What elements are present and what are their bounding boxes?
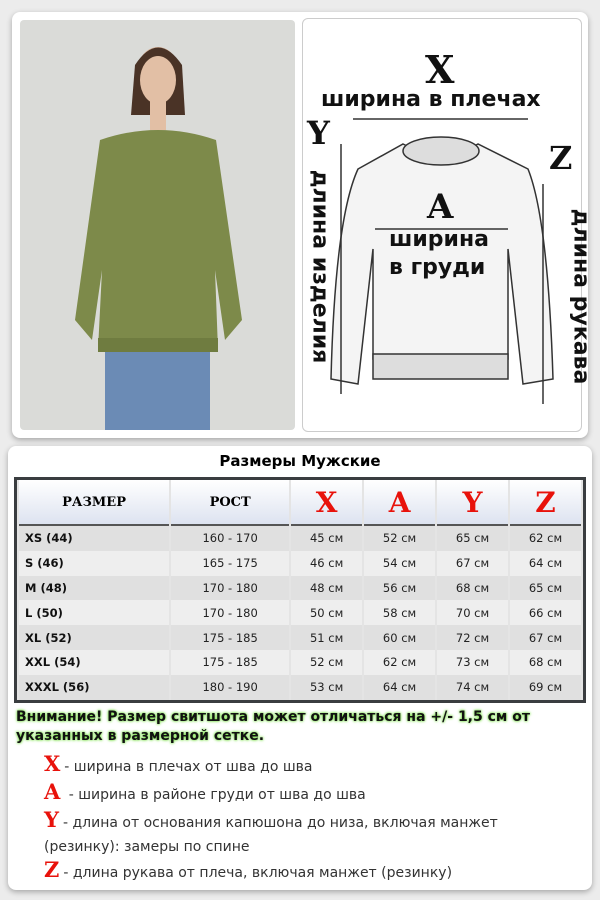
label-sleeve-length: длина рукава [568,208,594,385]
size-chart-card [8,446,592,890]
cell-y: 67 см [437,551,508,576]
size-chart-title: Размеры Мужские [219,452,381,470]
cell-x: 50 см [291,600,362,625]
cell-x: 52 см [291,650,362,675]
cell-a: 64 см [364,675,435,700]
cell-y: 68 см [437,576,508,601]
cell-y: 70 см [437,600,508,625]
legend-key: Z [44,857,60,882]
header-height: РОСТ [171,480,289,526]
header-size: РАЗМЕР [19,480,169,526]
cell-z: 69 см [510,675,581,700]
cell-height: 180 - 190 [171,675,289,700]
label-a: A [427,187,454,227]
cell-height: 175 - 185 [171,625,289,650]
label-chest-width-2: в груди [389,255,486,280]
cell-a: 56 см [364,576,435,601]
model-photo [20,20,295,430]
table-row [19,576,581,601]
header-x: X [291,480,362,526]
cell-z: 67 см [510,625,581,650]
cell-z: 62 см [510,526,581,551]
cell-z: 68 см [510,650,581,675]
table-row [19,625,581,650]
cell-x: 46 см [291,551,362,576]
label-item-length: длина изделия [307,169,333,364]
cell-a: 54 см [364,551,435,576]
table-row [19,526,581,551]
cell-x: 53 см [291,675,362,700]
cell-a: 60 см [364,625,435,650]
cell-height: 170 - 180 [171,600,289,625]
cell-height: 175 - 185 [171,650,289,675]
legend-x [44,752,564,779]
cell-x: 45 см [291,526,362,551]
table-row [19,675,581,700]
legend-text: - ширина в плечах от шва до шва [64,759,313,775]
legend-text: - длина рукава от плеча, включая манжет (резинку) [63,865,453,881]
cell-x: 51 см [291,625,362,650]
legend-key: X [44,751,61,776]
cell-size: XXL (54) [19,650,169,675]
label-z: Z [549,139,573,177]
label-shoulder-width: ширина в плечах [321,87,541,112]
warning-text: Внимание! Размер свитшота может отличаться на +/- 1,5 см от указанных в размерной сетке. [16,709,530,744]
label-x: X [425,47,455,92]
model-photo-illustration [20,20,295,430]
cell-x: 48 см [291,576,362,601]
table-row [19,551,581,576]
cell-height: 160 - 170 [171,526,289,551]
legend-key: Y [44,807,59,832]
cell-a: 52 см [364,526,435,551]
product-images-card [12,12,594,438]
cell-size: S (46) [19,551,169,576]
measurement-diagram [302,18,594,432]
cell-a: 58 см [364,600,435,625]
cell-y: 65 см [437,526,508,551]
label-chest-width-1: ширина [389,227,489,252]
cell-z: 64 см [510,551,581,576]
header-a: A [364,480,435,526]
legend-z [44,858,564,885]
legend-text: - ширина в районе груди от шва до шва [64,787,366,803]
legend-key: A [44,779,61,804]
cell-size: M (48) [19,576,169,601]
cell-size: XS (44) [19,526,169,551]
header-y: Y [437,480,508,526]
cell-height: 170 - 180 [171,576,289,601]
table-row [19,650,581,675]
cell-y: 74 см [437,675,508,700]
legend-text: - длина от основания капюшона до низа, включая манжет (резинку): замеры по спине [44,815,498,855]
table-row [19,600,581,625]
legend-y [44,808,564,859]
cell-y: 72 см [437,625,508,650]
cell-z: 66 см [510,600,581,625]
cell-size: L (50) [19,600,169,625]
header-z: Z [510,480,581,526]
label-y: Y [307,114,330,152]
table-header-row [19,480,581,526]
cell-z: 65 см [510,576,581,601]
cell-size: XXXL (56) [19,675,169,700]
cell-height: 165 - 175 [171,551,289,576]
legend-a [44,780,564,807]
cell-y: 73 см [437,650,508,675]
cell-size: XL (52) [19,625,169,650]
size-table [14,477,586,703]
cell-a: 62 см [364,650,435,675]
